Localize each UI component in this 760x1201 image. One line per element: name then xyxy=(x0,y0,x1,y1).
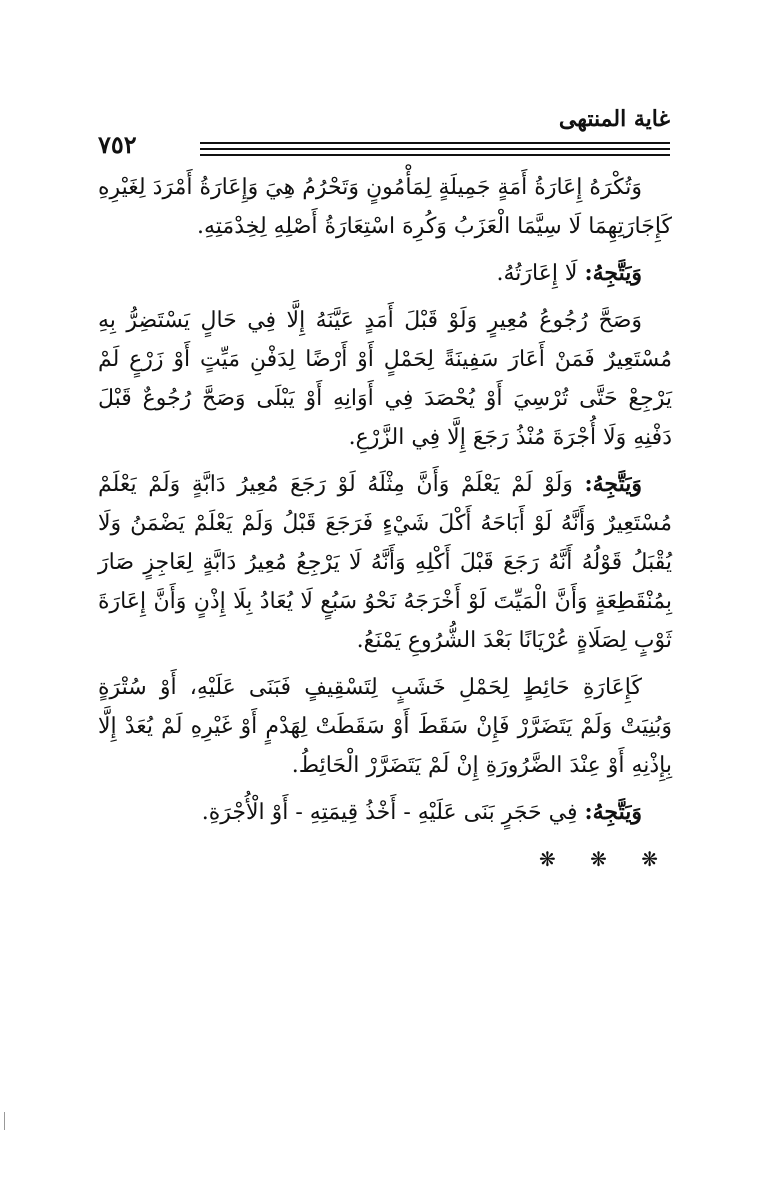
paragraph-text: وَلَوْ لَمْ يَعْلَمْ وَأَنَّ مِثْلَهُ لَوْ رَجَعَ مُعِيرُ دَابَّةٍ وَلَمْ يَعْلَمْ مُسْتَعِيرٌ وَأَنَّهُ لَوْ أَبَاحَهُ أَكْلَ شَيْءٍ فَرَجَعَ قَبْلُ وَلَمْ يَعْلَمْ يَضْمَنُ وَلَا يُقْبَلُ قَوْلُهُ أَنَّهُ رَجَعَ قَبْلَ أَكْلِهِ وَأَنَّهُ لَا يَرْجِعُ مُعِيرُ دَابَّةٍ لِعَاجِزٍ صَارَ بِمُنْقَطِعَةٍ وَأَنَّ الْمَيِّتَ لَوْ أَخْرَجَهُ نَحْوُ سَبُعٍ لَا يُعَادُ بِلَا إِذْنٍ وَأَنَّ إِعَارَةَ ثَوْبٍ لِصَلَاةٍ عُرْيَانًا بَعْدَ الشُّرُوعِ يَمْنَعُ. xyxy=(98,472,672,653)
paragraph-prefix: وَيَتَّجِهُ: xyxy=(584,260,642,286)
header-rule xyxy=(200,142,670,144)
section-separator: ❋ ❋ ❋ xyxy=(539,847,672,871)
paragraph-text: وَصَحَّ رُجُوعُ مُعِيرٍ وَلَوْ قَبْلَ أَمَدٍ عَيَّنَهُ إِلَّا فِي حَالٍ يَسْتَضِرُّ بِهِ مُسْتَعِيرٌ فَمَنْ أَعَارَ سَفِينَةً لِحَمْلٍ أَوْ أَرْضًا لِدَفْنِ مَيِّتٍ أَوْ زَرْعٍ لَمْ يَرْجِعْ حَتَّى تُرْسِيَ أَوْ يُحْصَدَ فِي أَوَانِهِ أَوْ يَبْلَى وَصَحَّ رُجُوعٌ قَبْلَ دَفْنِهِ وَلَا أُجْرَةَ مُنْذُ رَجَعَ إِلَّا فِي الزَّرْعِ. xyxy=(98,308,672,450)
paragraph-5 xyxy=(98,668,672,785)
paragraph-text: وَتُكْرَهُ إِعَارَةُ أَمَةٍ جَمِيلَةٍ لِمَأْمُونٍ وَتَحْرُمُ هِيَ وَإِعَارَةُ أَمْرَدَ لِغَيْرِهِ كَإِجَارَتِهِمَا لَا سِيَّمَا الْعَزَبُ وَكُرِهَ اسْتِعَارَةُ أَصْلِهِ لِخِدْمَتِهِ. xyxy=(98,175,672,239)
book-title: غاية المنتهى xyxy=(558,106,670,132)
paragraph-1 xyxy=(98,168,672,246)
paragraph-2 xyxy=(98,254,672,293)
paragraph-6 xyxy=(98,793,672,832)
paragraph-text: لَا إِعَارَتُهُ. xyxy=(496,261,578,286)
page-header xyxy=(98,106,670,166)
paragraph-prefix: وَيَتَّجِهُ: xyxy=(584,471,643,497)
page-content xyxy=(98,168,672,879)
header-rule xyxy=(200,148,670,150)
margin-mark xyxy=(4,1112,9,1130)
paragraph-prefix: وَيَتَّجِهُ: xyxy=(584,799,642,825)
header-rule xyxy=(200,154,670,156)
page-number: ٧٥٢ xyxy=(98,130,137,159)
paragraph-text: فِي حَجَرٍ بَنَى عَلَيْهِ - أَخْذُ قِيمَتِهِ - أَوْ الْأُجْرَةِ. xyxy=(201,800,578,825)
paragraph-4 xyxy=(98,465,672,660)
paragraph-3 xyxy=(98,301,672,457)
paragraph-text: كَإِعَارَةِ حَائِطٍ لِحَمْلِ خَشَبٍ لِتَسْقِيفٍ فَبَنَى عَلَيْهِ، أَوْ سُتْرَةٍ وَبُنِيَتْ وَلَمْ يَتَضَرَّرْ فَإِنْ سَقَطَ أَوْ سَقَطَتْ لِهَدْمٍ أَوْ غَيْرِهِ لَمْ يُعَدْ إِلَّا بِإِذْنِهِ أَوْ عِنْدَ الضَّرُورَةِ إِنْ لَمْ يَتَضَرَّرْ الْحَائِطُ. xyxy=(98,675,672,778)
